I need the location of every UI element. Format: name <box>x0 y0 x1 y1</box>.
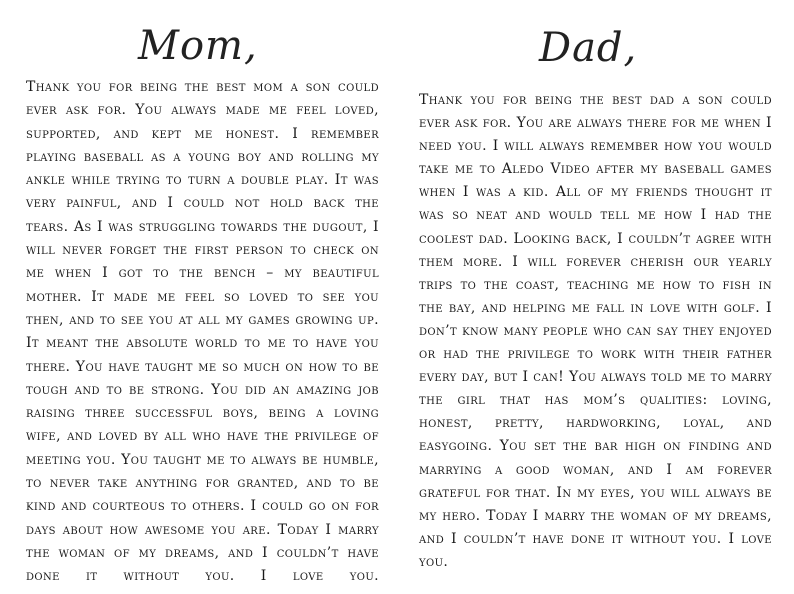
mom-letter-body: Thank you for being the best mom a son could ever ask for. You always made me feel loved, supported, and kept me honest. I remember playing baseball as a young boy and rolling my ankle while trying to turn a double play. It was very painful, and I could not hold back the tears. As I was struggling towards the dugout, I will never forget the first person to check on me when I got to the bench – my beautiful mother. It made me feel so loved to see you then, and to see you at all my games growing up. It meant the absolute world to me to have you there. You have taught me so much on how to be tough and to be strong. You did an amazing job raising three successful boys, being a loving wife, and loved by all who have the privilege of meeting you. You taught me to always be humble, to never take anything for granted, and to be kind and courteous to others. I could go on for days about how awesome you are. Today I marry the woman of my dreams, and I couldn’t have done it without you. I love you. <box>26 79 379 585</box>
mom-heading: Mom, <box>138 23 258 69</box>
dad-heading: Dad, <box>539 25 638 71</box>
dad-letter-body: Thank you for being the best dad a son could ever ask for. You are always there for me when I need you. I will always remember how you would take me to Aledo Video after my baseball games when I was a kid. All of my friends thought it was so neat and would tell me how I had the coolest dad. Looking back, I couldn’t agree with them more. I will forever cherish our yearly trips to the coast, teaching me how to fish in the bay, and helping me fall in love with golf. I don’t know many people who can say they enjoyed or had the privilege to work with their father every day, but I can! You always told me to marry the girl that has mom’s qualities: loving, honest, pretty, hardworking, loyal, and easygoing. You set the bar high on finding and marrying a good woman, and I am forever grateful for that. In my eyes, you will always be my hero. Today I marry the woman of my dreams, and I couldn’t have done it without you. I love you. <box>419 92 772 570</box>
